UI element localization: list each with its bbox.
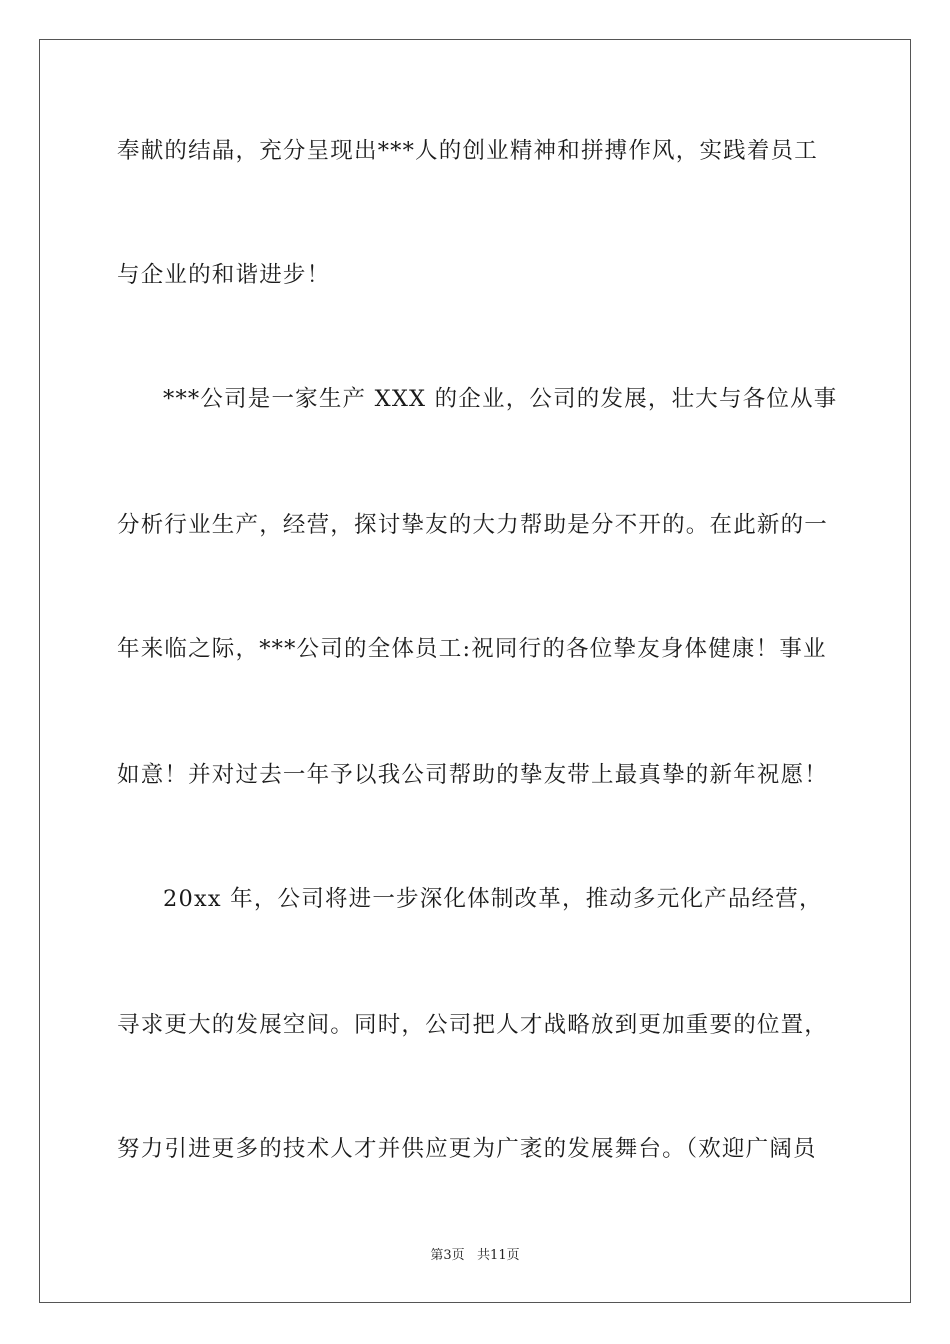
paragraph-first-line: 20xx 年，公司将进一步深化体制改革，推动多元化产品经营，: [163, 886, 823, 912]
body-text-line: 努力引进更多的技术人才并供应更为广袤的发展舞台。（欢迎广阔员: [117, 1136, 817, 1162]
page-number: 第3页 共11页: [430, 1248, 520, 1263]
paragraph-first-line: ***公司是一家生产 XXX 的企业，公司的发展，壮大与各位从事: [163, 386, 838, 412]
page-border: [39, 39, 911, 1303]
body-text-line: 分析行业生产，经营，探讨挚友的大力帮助是分不开的。在此新的一: [117, 512, 829, 538]
body-text-line: 与企业的和谐进步！: [117, 262, 331, 288]
body-text-line: 年来临之际，***公司的全体员工:祝同行的各位挚友身体健康！事业: [117, 636, 827, 662]
body-text-line: 寻求更大的发展空间。同时，公司把人才战略放到更加重要的位置，: [117, 1012, 829, 1038]
body-text-line: 奉献的结晶，充分呈现出***人的创业精神和拼搏作风，实践着员工: [117, 138, 818, 164]
body-text-line: 如意！并对过去一年予以我公司帮助的挚友带上最真挚的新年祝愿！: [117, 762, 829, 788]
